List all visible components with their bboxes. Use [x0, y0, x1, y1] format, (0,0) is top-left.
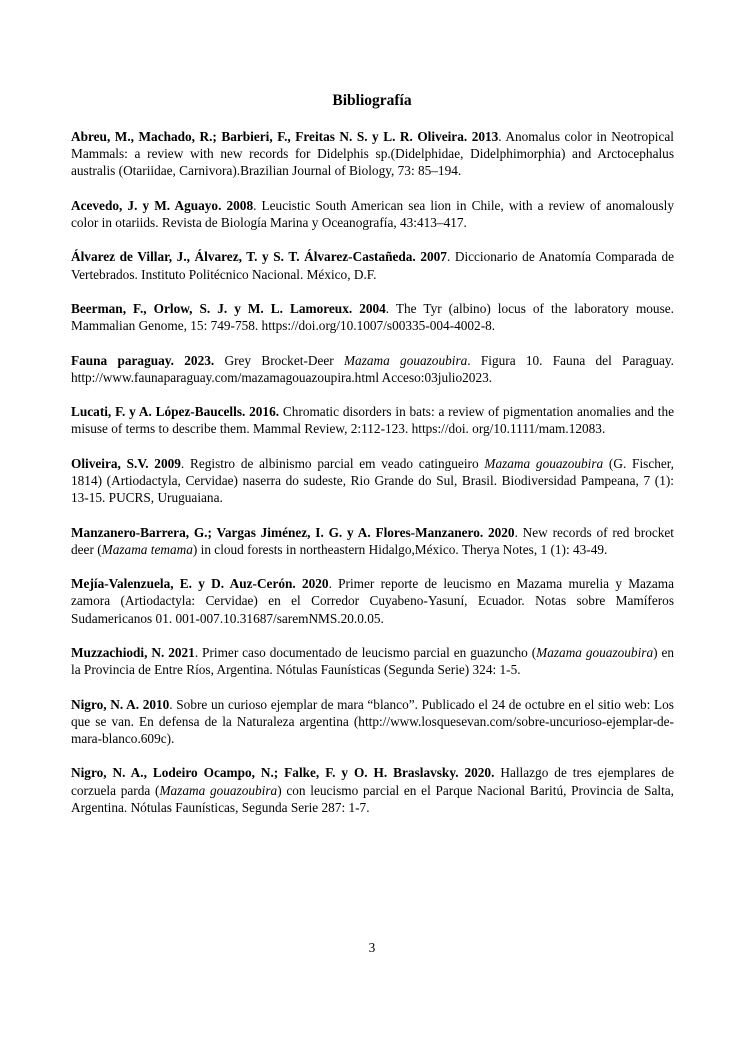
reference-text: Grey Brocket-Deer: [214, 352, 344, 368]
species-name: Mazama gouazoubira: [159, 782, 278, 798]
reference-list: [71, 128, 674, 833]
species-name: Mazama temama: [101, 541, 193, 557]
reference-text: . Primer caso documentado de leucismo parcial en guazuncho (: [194, 644, 537, 660]
reference-authors: Fauna paraguay. 2023.: [71, 352, 215, 368]
reference-nigro-2010: [71, 696, 674, 748]
reference-text: (G. Fischer, 1814) (Artiodactyla, Cervidae) naserra do sudeste, Rio Grande do Sul, Brasil. Biodiversidad Pampeana, 7 (1): 13-15. PUCRS, Uruguaiana.: [71, 455, 674, 506]
reference-alvarez-2007: [71, 248, 674, 282]
reference-authors: Nigro, N. A. 2010: [71, 696, 170, 712]
reference-text: ) en la Provincia de Entre Ríos, Argentina. Nótulas Faunísticas (Segunda Serie) 324: 1-5.: [71, 644, 674, 678]
reference-acevedo-2008: [71, 197, 674, 231]
reference-text: . Sobre un curioso ejemplar de mara “blanco”. Publicado el 24 de octubre en el sitio web: Los que se van. En defensa de la Naturaleza argentina (http://www.losquesevan.com/sobre-uncurioso-ejemplar-de-mara-blanco.609c).: [71, 696, 674, 746]
reference-text: ) in cloud forests in northeastern Hidalgo,México. Therya Notes, 1 (1): 43-49.: [192, 541, 608, 557]
reference-authors: Abreu, M., Machado, R.; Barbieri, F., Freitas N. S. y L. R. Oliveira. 2013: [71, 129, 499, 144]
reference-oliveira-2009: [71, 455, 674, 507]
page-number: 3: [368, 940, 376, 955]
reference-authors: Acevedo, J. y M. Aguayo. 2008: [71, 197, 254, 213]
reference-text: ) con leucismo parcial en el Parque Nacional Baritú, Provincia de Salta, Argentina. Nótulas Faunísticas, Segunda Serie 287: 1-7.: [71, 782, 675, 815]
reference-text: Chromatic disorders in bats: a review of pigmentation anomalies and the misuse of terms to describe them. Mammal Review, 2:112-123. https://doi. org/10.1111/mam.12083.: [71, 404, 674, 437]
reference-text: . Leucistic South American sea lion in Chile, with a review of anomalously color in otariids. Revista de Biología Marina y Oceanografía, 43:413–417.: [71, 197, 674, 230]
reference-mejia-2020: [71, 575, 674, 627]
reference-text: . Figura 10. Fauna del Paraguay. http://www.faunaparaguay.com/mazamagouazoupira.html Acceso:03julio2023.: [71, 352, 674, 385]
species-name: Mazama gouazoubira: [536, 644, 654, 660]
reference-authors: Mejía-Valenzuela, E. y D. Auz-Cerón. 2020: [71, 576, 329, 592]
reference-muzzachiodi-2021: [71, 644, 674, 678]
reference-text: . Anomalus color in Neotropical Mammals: a review with new records for Didelphis sp.(Didelphidae, Didelphimorphia) and Arctocephalus australis (Otariidae, Carnivora).Brazilian Journal of Biology, 73: 85–194.: [71, 129, 674, 179]
reference-authors: Beerman, F., Orlow, S. J. y M. L. Lamoreux. 2004: [71, 300, 386, 316]
species-name: Mazama gouazoubira: [484, 455, 604, 471]
reference-fauna-paraguay-2023: [71, 352, 674, 386]
reference-lucati-2016: [71, 403, 674, 437]
reference-authors: Muzzachiodi, N. 2021: [71, 644, 195, 660]
reference-authors: Lucati, F. y A. López-Baucells. 2016.: [71, 404, 280, 420]
reference-text: . Primer reporte de leucismo en Mazama murelia y Mazama zamora (Artiodactyla: Cervidae) en el Corredor Cuyabeno-Yasuní, Ecuador. Notas sobre Mamíferos Sudamericanos 01. 001-007.10.31687/saremNMS.20.0.05.: [71, 576, 675, 626]
reference-text: . New records of red brocket deer (: [71, 524, 674, 557]
reference-authors: Oliveira, S.V. 2009: [71, 455, 181, 471]
reference-nigro-2020: [71, 764, 674, 816]
reference-beerman-2004: [71, 300, 674, 334]
reference-abreu-2013: [71, 128, 674, 180]
reference-authors: Manzanero-Barrera, G.; Vargas Jiménez, I. G. y A. Flores-Manzanero. 2020: [71, 524, 515, 540]
page-title: Bibliografía: [332, 92, 412, 109]
reference-text: . The Tyr (albino) locus of the laboratory mouse. Mammalian Genome, 15: 749-758. https://doi.org/10.1007/s00335-004-4002-8.: [71, 300, 674, 334]
reference-text: Hallazgo de tres ejemplares de corzuela parda (: [71, 765, 674, 798]
reference-text: . Diccionario de Anatomía Comparada de Vertebrados. Instituto Politécnico Nacional. México, D.F.: [71, 249, 674, 282]
reference-authors: Álvarez de Villar, J., Álvarez, T. y S. T. Álvarez-Castañeda. 2007: [71, 249, 447, 265]
reference-manzanero-2020: [71, 524, 674, 558]
reference-authors: Nigro, N. A., Lodeiro Ocampo, N.; Falke, F. y O. H. Braslavsky. 2020.: [71, 765, 495, 781]
reference-text: . Registro de albinismo parcial em veado catingueiro: [180, 455, 485, 471]
species-name: Mazama gouazoubira: [343, 352, 468, 368]
